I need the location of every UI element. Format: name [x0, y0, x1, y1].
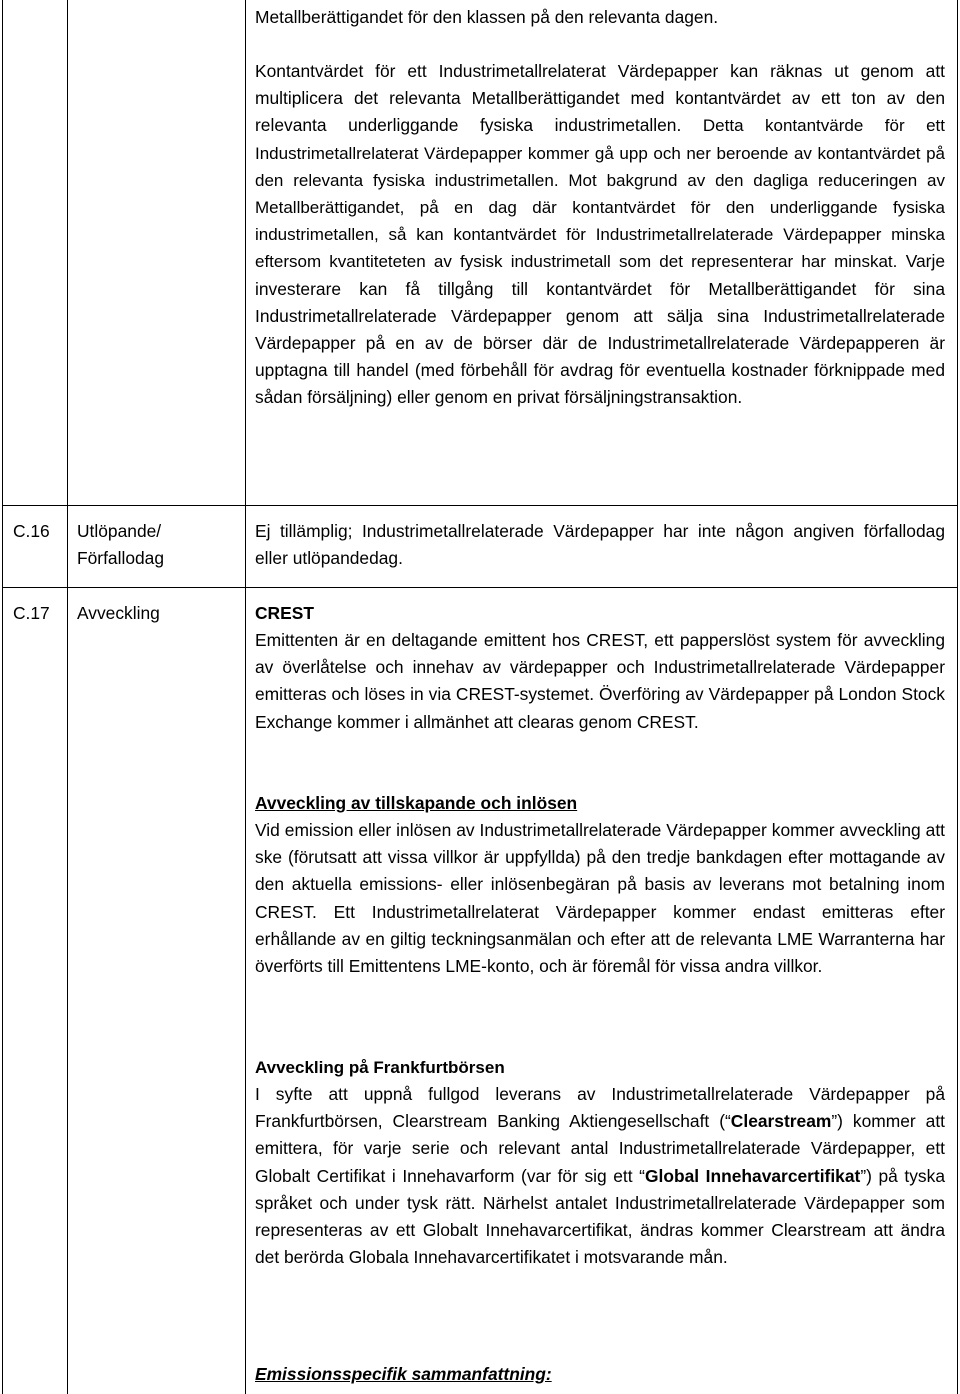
top-fragment-text: Metallberättigandet för den klassen på den relevanta dagen. — [255, 7, 719, 27]
cash-value-part1: Kontantvärdet för ett Industrimetallrelaterat Värdepapper kan räknas ut genom att multiplicera det relevanta Metallberättigandet med kontantvärdet av ett ton av den relevanta underliggande fysiska industrimetallen. — [255, 61, 945, 136]
cash-value-part2: Detta kontantvärde för ett Industrimetallrelaterat Värdepapper kommer gå upp och ner beroende av kontantvärdet på den relevanta fysiska industrimetallen. Mot bakgrund av den dagliga reduceringen av Metallberättigandet, på en dag där kontantvärdet för den underliggande fysiska industrimetallen, så kan kontantvärdet för Industrimetallrelaterade Värdepapper minska eftersom kvantiteteten av fysisk industrimetall som det representerar har minskat. — [255, 116, 945, 272]
row-number-c17: C.17 — [13, 603, 50, 623]
crest-heading: CREST — [255, 603, 314, 623]
top-fragment — [255, 4, 945, 31]
frankfurt-term-clearstream: Clearstream — [730, 1111, 832, 1132]
cash-value-text — [255, 58, 945, 412]
frankfurt-section — [255, 1054, 945, 1271]
table-border-left — [2, 0, 3, 1394]
row-label-c17: Avveckling — [77, 603, 160, 623]
row-content-c16 — [255, 518, 945, 572]
frankfurt-text-1: I syfte att uppnå fullgod leverans av Industrimetallrelaterade Värdepapper på Frankfurtbörsen, Clearstream Banking Aktiengesellschaft (“ — [255, 1084, 945, 1132]
cash-value-part3: Varje investerare kan få tillgång till kontantvärdet för Metallberättigandet för sina Industrimetallrelaterade Värdepapper genom att sälja sina Industrimetallrelaterade Värdepapper på en av de börser där de Industrimetallrelaterade Värdepapperen är upptagna till handel (med förbehåll för avdrag för eventuella kostnader förknippade med sådan försäljning) eller genom en privat försäljningstransaktion. — [255, 251, 945, 408]
row-label-c16: Utlöpande/ Förfallodag — [77, 521, 165, 568]
cash-value-paragraph — [255, 58, 945, 412]
issue-specific-summary-heading: Emissionsspecifik sammanfattning: — [255, 1364, 552, 1384]
column-divider-label — [67, 0, 68, 1394]
crest-text: Emittenten är en deltagande emittent hos CREST, ett papperslöst system för avveckling av överlåtelse och innehav av värdepapper och Industrimetallrelaterade Värdepapper emitteras och löses in via CREST-systemet. Överföring av Värdepapper på London Stock Exchange kommer i allmänhet att clearas genom CREST. — [255, 630, 945, 732]
frankfurt-term-global-certificate: Global Innehavarcertifikat — [644, 1165, 861, 1186]
row-divider-c16 — [2, 505, 958, 506]
frankfurt-text-2: ”) kommer att emittera, för varje serie och relevant antal Industrimetallrelaterade Värdepapper, ett Globalt Certifikat i Innehavarform (var för sig ett “ — [255, 1111, 945, 1186]
issue-specific-summary — [255, 1361, 945, 1388]
crest-section — [255, 600, 945, 736]
frankfurt-text — [255, 1081, 945, 1271]
c16-text: Ej tillämplig; Industrimetallrelaterade Värdepapper har inte någon angiven förfallodag eller utlöpandedag. — [255, 521, 945, 569]
creation-heading: Avveckling av tillskapande och inlösen — [255, 793, 578, 813]
creation-section — [255, 790, 945, 980]
frankfurt-heading: Avveckling på Frankfurtbörsen — [255, 1058, 505, 1077]
creation-text: Vid emission eller inlösen av Industrimetallrelaterade Värdepapper kommer avveckling att ske (förutsatt att vissa villkor är uppfyllda) på den tredje bankdagen efter mottagande av den aktuella emissions- eller inlösenbegäran på basis av leverans mot betalning inom CREST. Ett Industrimetallrelaterat Värdepapper kommer endast emitteras efter erhållande av en giltig teckningsanmälan och efter att de relevanta LME Warranterna har överförts till Emittentens LME-konto, och är föremål för vissa andra villkor. — [255, 820, 945, 977]
row-divider-c17 — [2, 587, 958, 588]
table-border-right — [957, 0, 958, 1394]
row-number-c16: C.16 — [13, 521, 50, 541]
column-divider-content — [245, 0, 246, 1394]
frankfurt-text-3: ”) på tyska språket och under tysk rätt. Närhelst antalet Industrimetallrelaterade Värdepapper som representeras av ett Globalt Innehavarcertifikat, ändras kommer Clearstream att ändra det berörda Globala Innehavarcertifikatet i motsvarande mån. — [255, 1165, 945, 1268]
